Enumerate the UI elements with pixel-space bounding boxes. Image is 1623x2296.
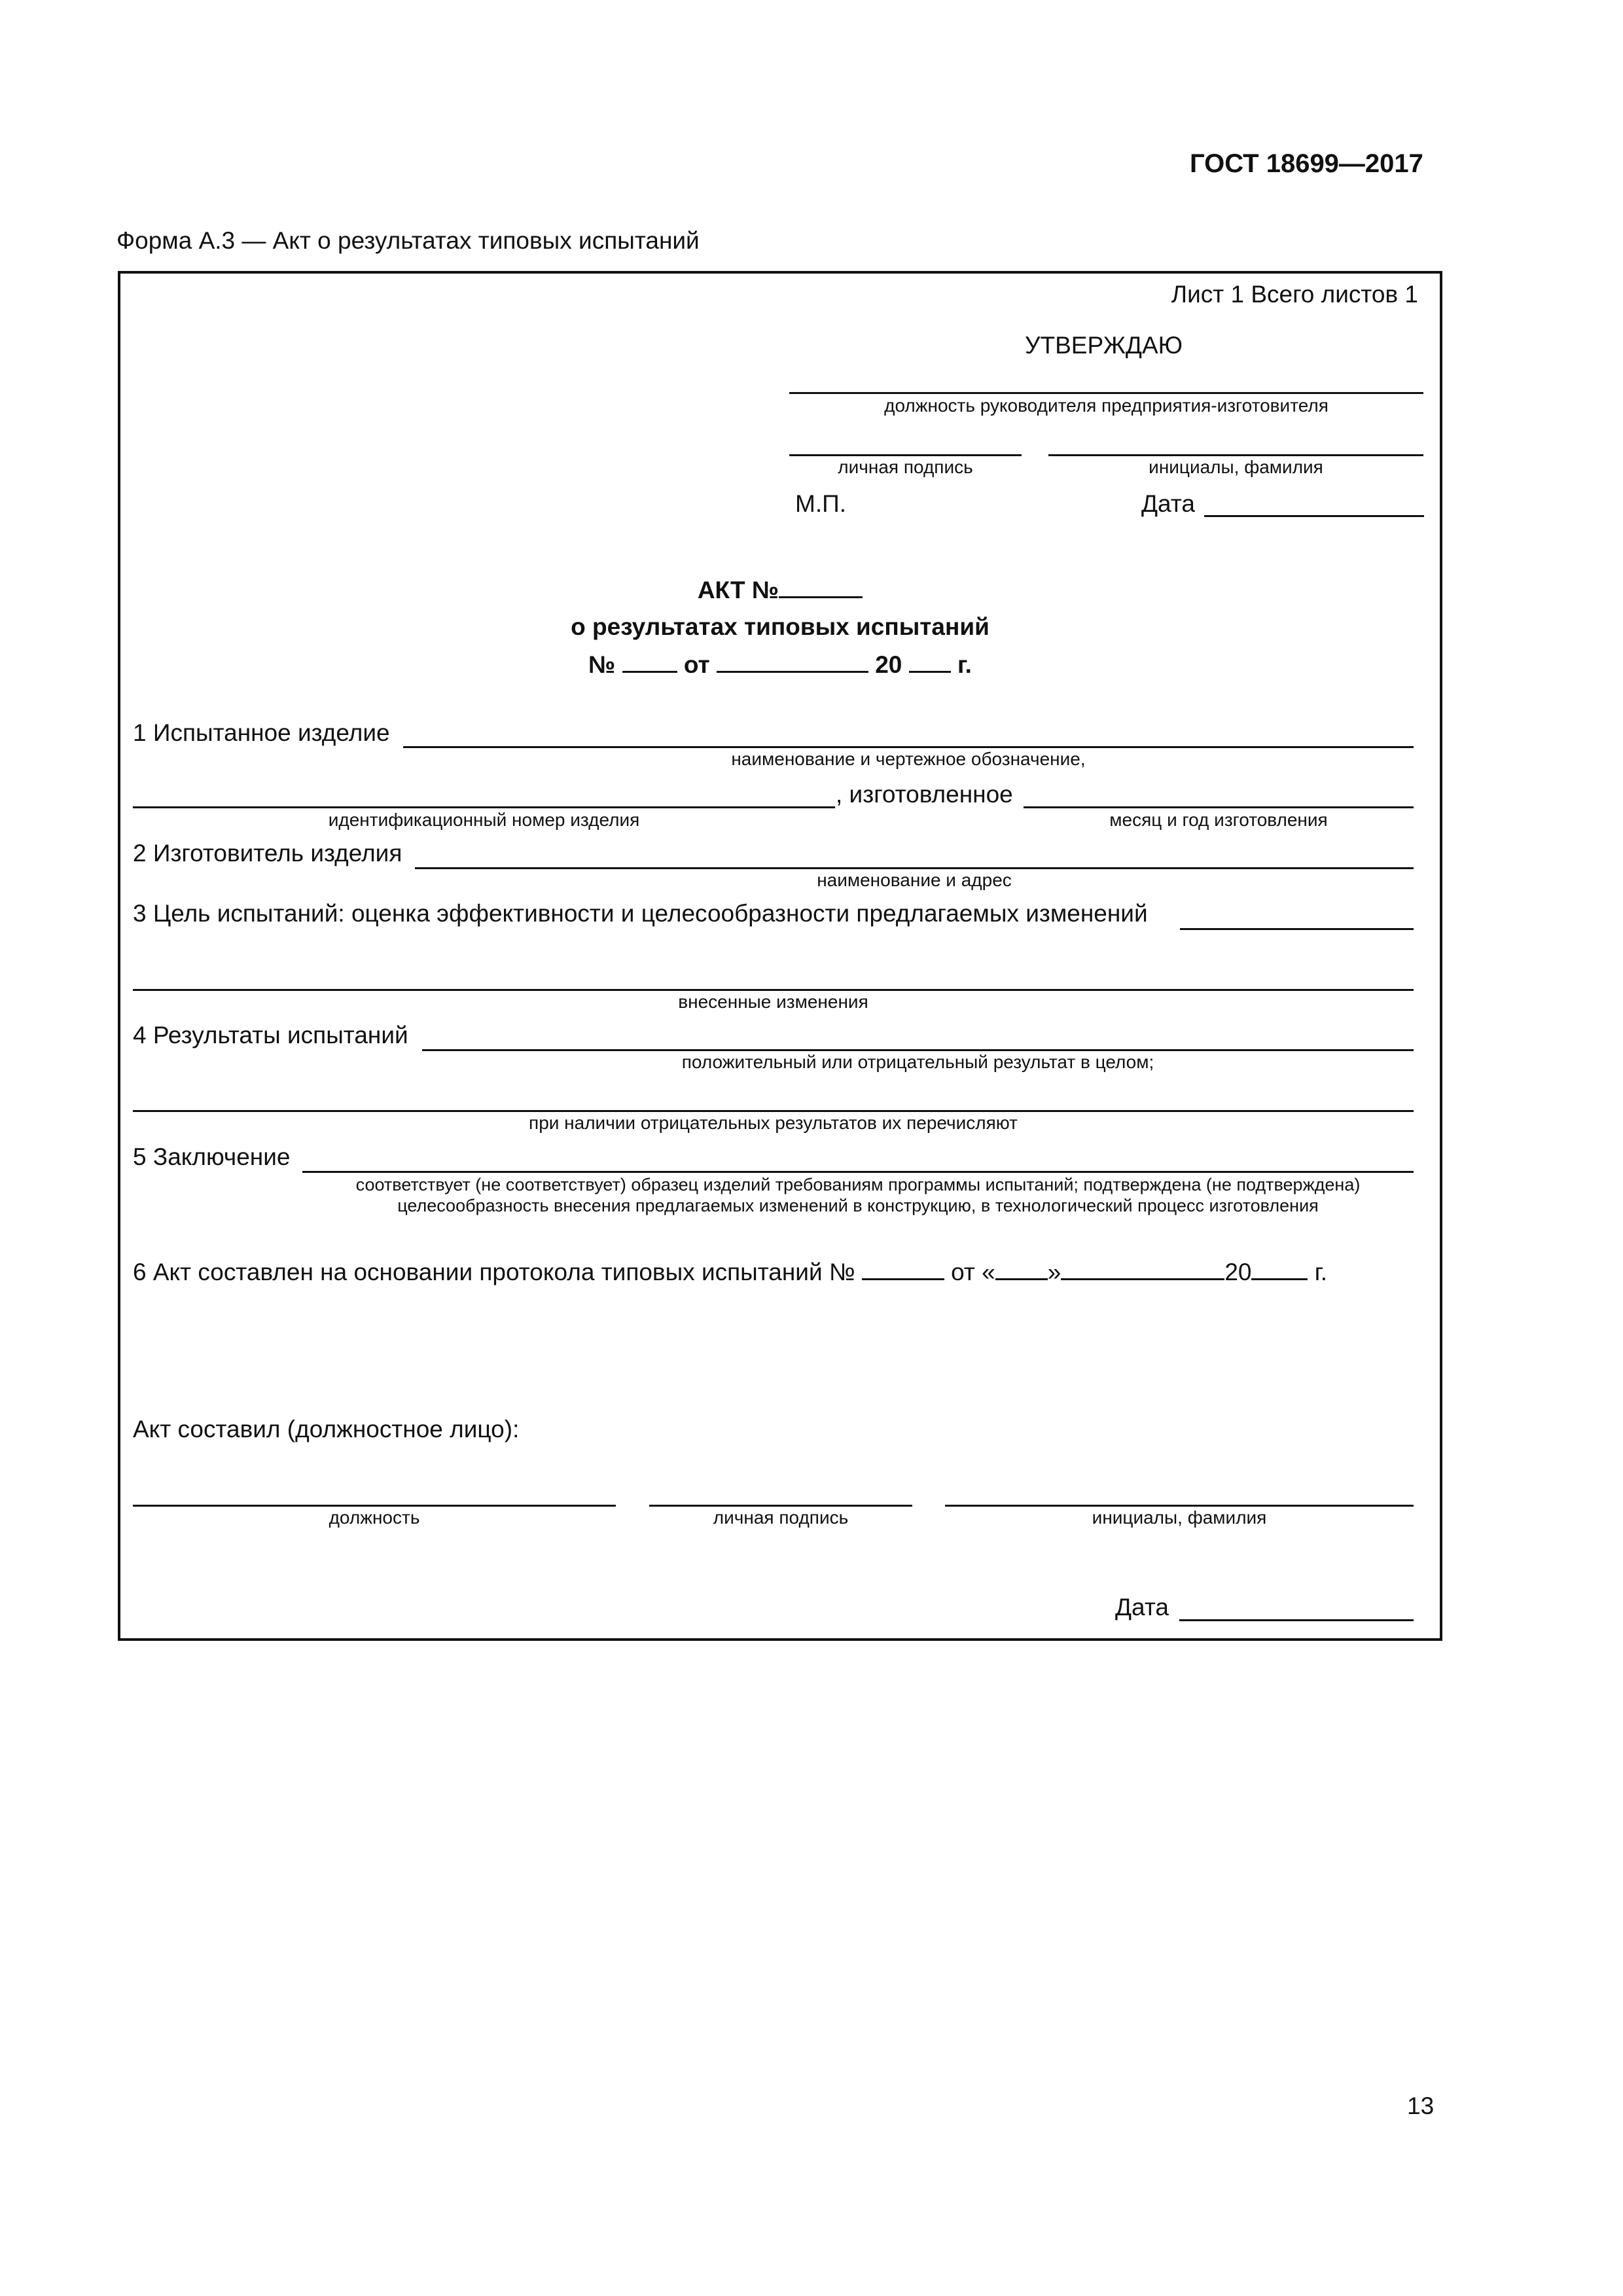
signoff-date-label: Дата	[1115, 1594, 1169, 1621]
signoff-initials-caption: инициалы, фамилия	[1092, 1507, 1267, 1528]
item6-g: г.	[1314, 1259, 1328, 1285]
signoff-position-caption: должность	[329, 1507, 420, 1528]
signoff-date-line[interactable]	[1179, 1619, 1414, 1621]
item1-made-label: , изготовленное	[836, 781, 1013, 808]
item6-year-field[interactable]	[1251, 1278, 1308, 1280]
item6-close: »	[1047, 1259, 1061, 1285]
item1-line[interactable]	[403, 746, 1414, 748]
act-year-label: 20	[875, 651, 902, 678]
act-no-field[interactable]	[622, 671, 677, 673]
act-date-field[interactable]	[717, 671, 868, 673]
act-number-prefix: АКТ №	[697, 577, 779, 603]
item6-number-field[interactable]	[862, 1278, 944, 1280]
item2-caption: наименование и адрес	[817, 870, 1012, 890]
item3-line-a[interactable]	[1180, 928, 1414, 930]
item3-line-b[interactable]	[133, 989, 1414, 991]
approval-date-label: Дата	[1141, 490, 1195, 517]
page-number: 13	[1407, 2092, 1435, 2119]
item4-caption2: при наличии отрицательных результатов их перечисляют	[529, 1113, 1018, 1133]
item5-label: 5 Заключение	[133, 1143, 291, 1170]
item6-prefix: 6 Акт составлен на основании протокола типовых испытаний №	[133, 1259, 855, 1285]
item1-id-caption: идентификационный номер изделия	[328, 810, 640, 830]
item2-label: 2 Изготовитель изделия	[133, 840, 402, 867]
item4-caption1: положительный или отрицательный результат в целом;	[681, 1052, 1154, 1072]
item4-label: 4 Результаты испытаний	[133, 1022, 408, 1049]
item6-line	[133, 1258, 1327, 1287]
item6-year: 20	[1224, 1259, 1252, 1285]
item5-caption1: соответствует (не соответствует) образец изделий требованиям программы испытаний; подтверждена (не подтверждена)	[355, 1175, 1361, 1194]
approve-label: УТВЕРЖДАЮ	[1025, 332, 1183, 359]
act-ot-label: от	[683, 651, 710, 678]
item1-label: 1 Испытанное изделие	[133, 719, 390, 746]
item5-line[interactable]	[302, 1171, 1414, 1173]
item6-ot: от «	[951, 1259, 995, 1285]
item3-label: 3 Цель испытаний: оценка эффективности и целесообразности предлагаемых изменений	[133, 900, 1148, 927]
signoff-position-line[interactable]	[133, 1505, 616, 1507]
item1-month-caption: месяц и год изготовления	[1109, 810, 1328, 830]
item5-caption2: целесообразность внесения предлагаемых изменений в конструкцию, в технологический процесс изготовления	[397, 1196, 1319, 1215]
item6-month-field[interactable]	[1061, 1278, 1224, 1280]
manager-signature-caption: личная подпись	[838, 457, 973, 477]
item6-day-field[interactable]	[995, 1278, 1048, 1280]
standard-id: ГОСТ 18699—2017	[1190, 149, 1423, 178]
signoff-label: Акт составил (должностное лицо):	[133, 1416, 520, 1443]
item4-line-a[interactable]	[422, 1049, 1414, 1051]
signoff-signature-caption: личная подпись	[713, 1507, 849, 1528]
manager-initials-line[interactable]	[1048, 454, 1423, 456]
act-number-field[interactable]	[779, 596, 863, 598]
manager-signature-line[interactable]	[789, 454, 1022, 456]
item4-line-b[interactable]	[133, 1110, 1414, 1112]
item3-caption: внесенные изменения	[678, 992, 868, 1012]
item1-caption: наименование и чертежное обозначение,	[731, 749, 1086, 769]
manager-position-line[interactable]	[789, 392, 1423, 394]
signoff-initials-line[interactable]	[945, 1505, 1414, 1507]
form-caption: Форма А.3 — Акт о результатах типовых испытаний	[116, 227, 700, 254]
act-g-label: г.	[957, 651, 972, 678]
act-title-line3	[118, 651, 1442, 679]
item1-id-line[interactable]	[133, 806, 835, 808]
act-title-line2: о результатах типовых испытаний	[571, 613, 990, 640]
act-year-field[interactable]	[909, 671, 951, 673]
sheet-info: Лист 1 Всего листов 1	[1171, 281, 1418, 308]
act-title-line1	[118, 576, 1442, 605]
manager-initials-caption: инициалы, фамилия	[1149, 457, 1323, 477]
approval-date-line[interactable]	[1204, 515, 1424, 517]
act-no-label: №	[588, 651, 616, 678]
item1-month-line[interactable]	[1024, 806, 1414, 808]
seal-label: М.П.	[795, 490, 846, 517]
item2-line[interactable]	[415, 867, 1414, 869]
signoff-signature-line[interactable]	[649, 1505, 912, 1507]
manager-position-caption: должность руководителя предприятия-изготовителя	[884, 395, 1329, 416]
